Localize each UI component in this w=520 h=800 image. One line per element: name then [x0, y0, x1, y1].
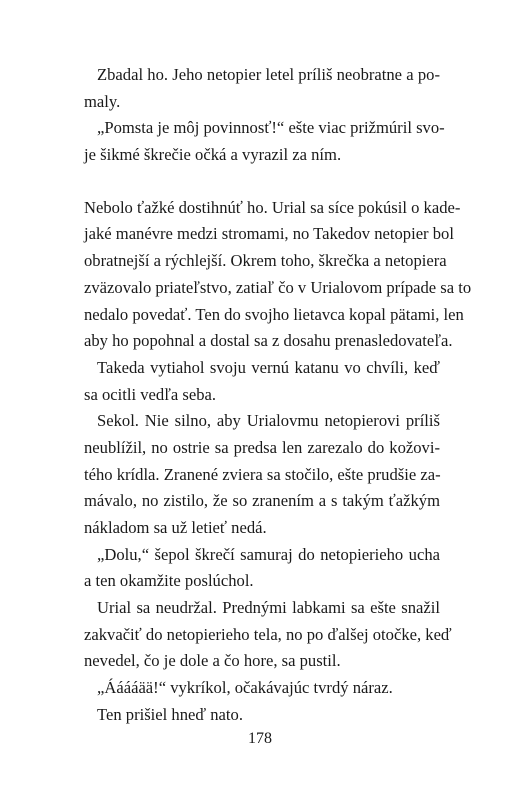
text-line: neublížil, no ostrie sa predsa len zarezalo do kožovi-: [84, 437, 440, 457]
text-line: „Dolu,“ šepol škrečí samuraj do netopierieho ucha: [97, 544, 440, 564]
text-line: nákladom sa už letieť nedá.: [84, 518, 267, 537]
text-line: „Pomsta je môj povinnosť!“ ešte viac prižmúril svo-: [97, 118, 445, 138]
text-line: Sekol. Nie silno, aby Urialovmu netopierovi príliš: [97, 411, 440, 431]
text-line: tého krídla. Zranené zviera sa stočilo, ešte prudšie za-: [84, 464, 441, 484]
text-line: zväzovalo priateľstvo, zatiaľ čo v Urialovom prípade sa to: [84, 277, 472, 297]
text-line: jaké manévre medzi stromami, no Takedov netopier bol: [84, 224, 454, 244]
text-line: a ten okamžite poslúchol.: [84, 571, 254, 591]
text-line: Ten prišiel hneď nato.: [97, 704, 243, 724]
text-line: je šikmé škrečie očká a vyrazil za ním.: [84, 145, 342, 165]
text-line: Zbadal ho. Jeho netopier letel príliš neobratne a po-: [97, 65, 440, 84]
text-line: nedalo povedať. Ten do svojho lietavca kopal pätami, len: [84, 304, 464, 324]
text-line: „Ááááää!“ vykríkol, očakávajúc tvrdý náraz.: [97, 678, 393, 698]
text-line: mávalo, no zistilo, že so zranením a s takým ťažkým: [84, 491, 440, 511]
text-line: Takeda vytiahol svoju vernú katanu vo chvíli, keď: [97, 357, 440, 377]
text-line: zakvačiť do netopierieho tela, no po ďalšej otočke, keď: [84, 624, 452, 644]
text-line: Nebolo ťažké dostihnúť ho. Urial sa síce pokúsil o kade-: [84, 197, 461, 217]
text-line: maly.: [84, 91, 121, 111]
page-number: 178: [248, 730, 272, 747]
text-line: sa ocitli vedľa seba.: [84, 384, 217, 404]
text-line: obratnejší a rýchlejší. Okrem toho, škrečka a netopiera: [84, 251, 447, 271]
body-text: [84, 62, 472, 729]
text-line: aby ho popohnal a dostal sa z dosahu prenasledovateľa.: [84, 331, 453, 351]
text-line: Urial sa neudržal. Prednými labkami sa ešte snažil: [97, 598, 440, 618]
text-line: nevedel, čo je dole a čo hore, sa pustil.: [84, 651, 341, 671]
section-break: [84, 169, 440, 195]
